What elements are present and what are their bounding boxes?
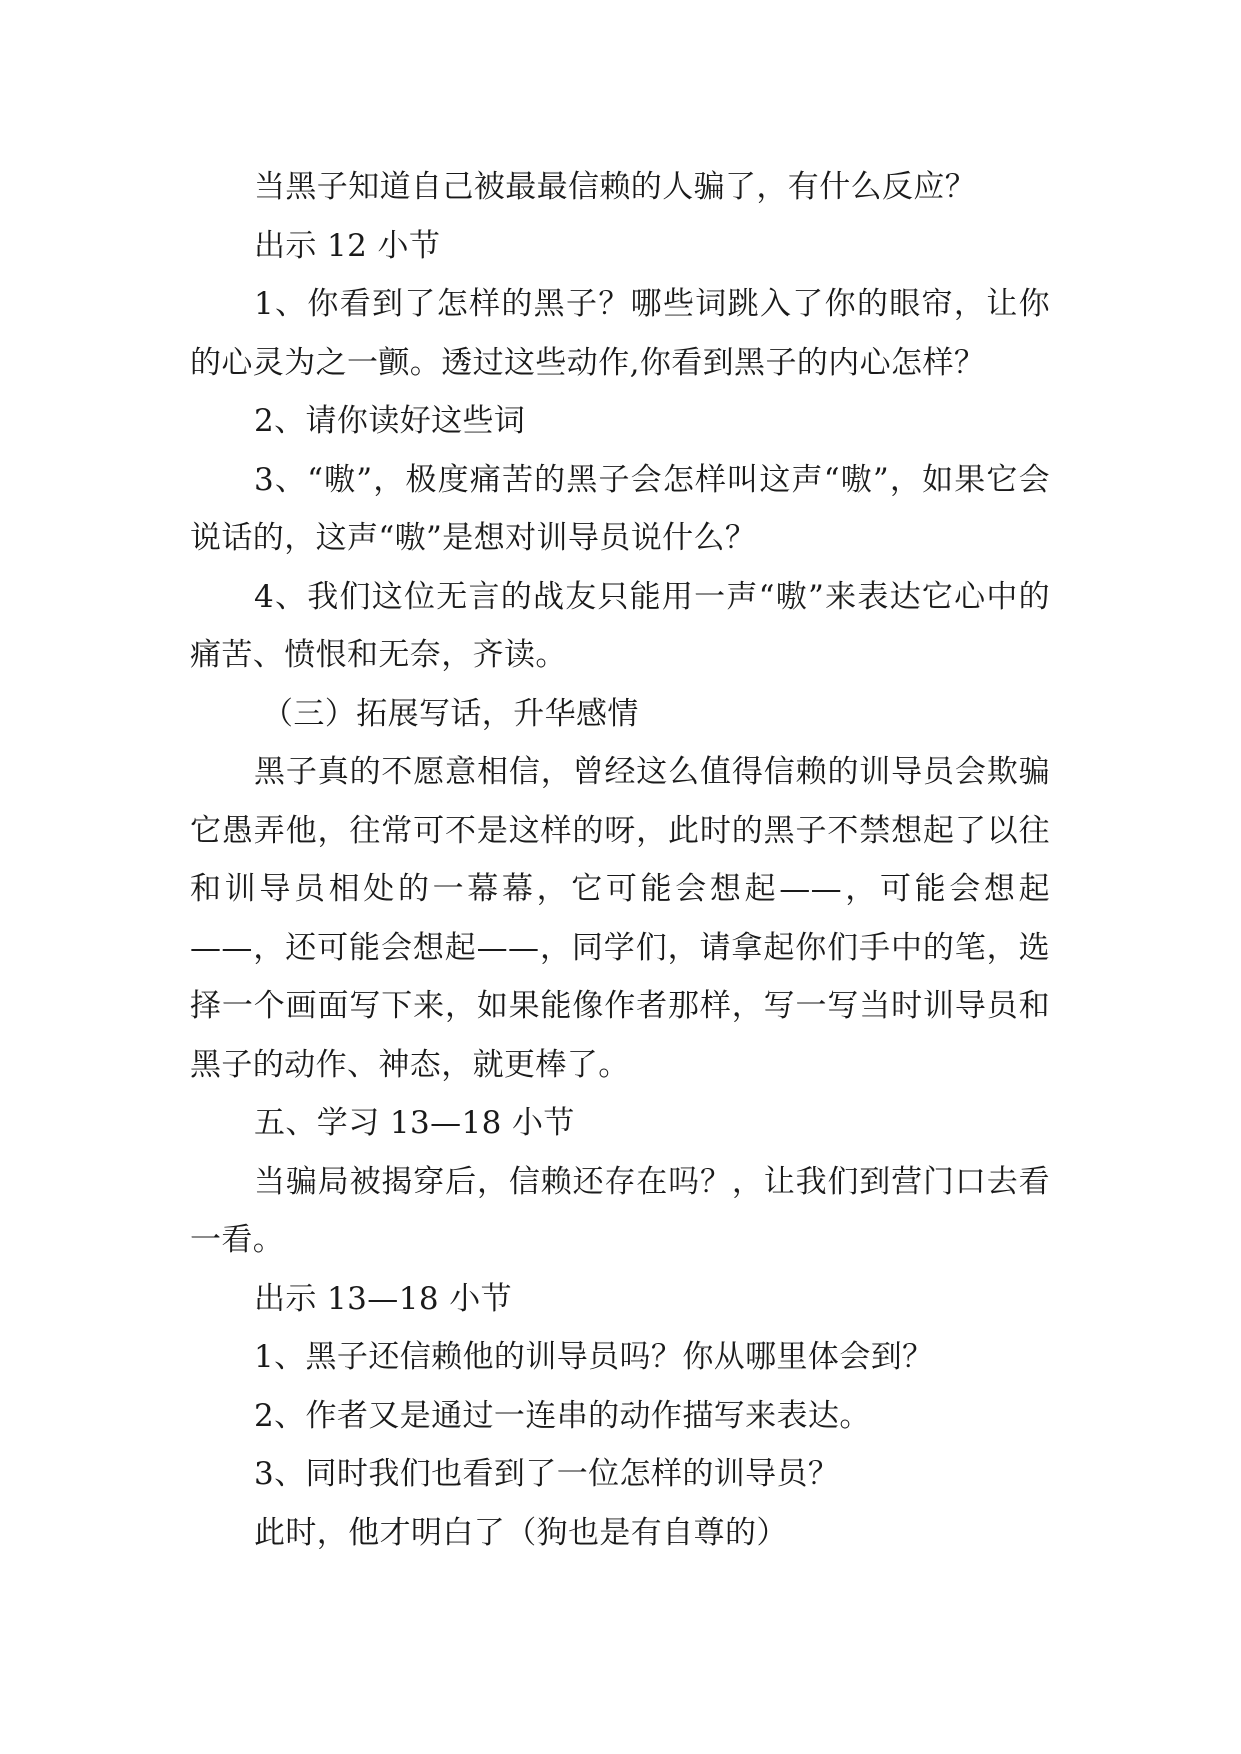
paragraph: 3、“嗷”，极度痛苦的黑子会怎样叫这声“嗷”，如果它会说话的，这声“嗷”是想对训导员说什么？ (190, 461, 1050, 556)
paragraph: 当骗局被揭穿后，信赖还存在吗？，让我们到营门口去看一看。 (190, 1163, 1050, 1258)
paragraph: 出示 13—18 小节 (254, 1280, 513, 1317)
paragraph: 此时，他才明白了（狗也是有自尊的） (254, 1514, 788, 1551)
paragraph: 黑子真的不愿意相信，曾经这么值得信赖的训导员会欺骗它愚弄他，往常可不是这样的呀，此时的黑子不禁想起了以往和训导员相处的一幕幕，它可能会想起——，可能会想起——，还可能会想起——，同学们，请拿起你们手中的笔，选择一个画面写下来，如果能像作者那样，写一写当时训导员和黑子的动作、神态，就更棒了。 (190, 754, 1050, 1083)
paragraph: 当黑子知道自己被最最信赖的人骗了，有什么反应？ (254, 169, 977, 205)
paragraph: 出示 12 小节 (254, 227, 441, 264)
paragraph: 2、请你读好这些词 (254, 403, 526, 439)
section-heading: 五、学习 13—18 小节 (254, 1105, 575, 1141)
paragraph: 1、黑子还信赖他的训导员吗？你从哪里体会到？ (254, 1339, 934, 1375)
paragraph: 3、同时我们也看到了一位怎样的训导员？ (254, 1456, 840, 1492)
paragraph: 4、我们这位无言的战友只能用一声“嗷”来表达它心中的痛苦、愤恨和无奈，齐读。 (190, 578, 1050, 673)
section-heading: （三）拓展写话，升华感情 (262, 695, 639, 732)
document-body (190, 158, 1050, 1562)
paragraph: 2、作者又是通过一连串的动作描写来表达。 (254, 1397, 871, 1434)
paragraph: 1、你看到了怎样的黑子？哪些词跳入了你的眼帘，让你的心灵为之一颤。透过这些动作,你看到黑子的内心怎样？ (190, 286, 1050, 381)
